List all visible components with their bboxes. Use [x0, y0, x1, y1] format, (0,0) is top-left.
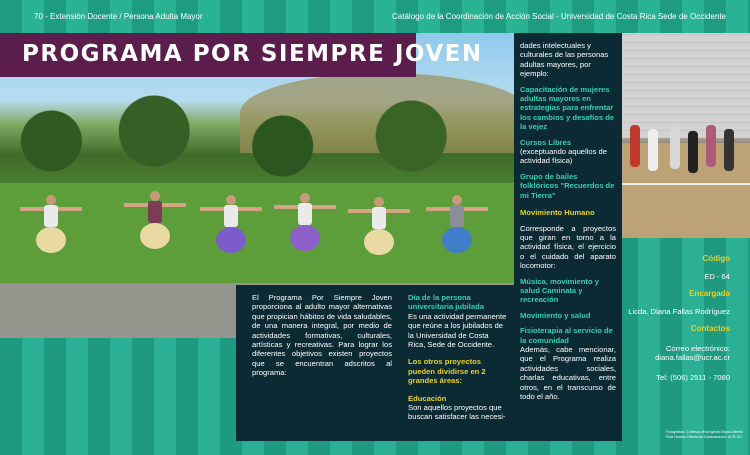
text-box-bottom [236, 285, 514, 441]
code-value: ED - 64 [704, 271, 730, 281]
person-figure [142, 191, 168, 251]
photo-credit: Fotografías: Cortesía del proyecto Bryan Alberto Ruiz Hornes Oficina de Comunicación UCR-SO [666, 430, 743, 439]
person-figure [218, 195, 244, 255]
page-title: PROGRAMA POR SIEMPRE JOVEN [22, 41, 483, 67]
intro-text: El Programa Por Siempre Joven proporciona al adulto mayor alternativas que propician hábitos de vida saludables, de una manera integral, por medio de actividades formativas, culturales, artísticas y recreativas. Para lograr los diferentes objetivos existen proyectos que se encuentran adscritos al programa: [252, 293, 392, 378]
email-label: Correo electrónico: [665, 343, 730, 353]
code-label: Código [702, 254, 730, 263]
page-header [0, 0, 750, 33]
person-figure [444, 195, 470, 255]
header-right: Catálogo de la Coordinación de Acción Social - Universidad de Costa Rica Sede de Occidente [392, 12, 726, 21]
mov-3: Fisioterapia al servicio de la comunidad [520, 326, 613, 345]
header-left: 70 - Extensión Docente / Persona Adulta Mayor [34, 12, 203, 21]
phone: Tel: (506) 2511 - 7080 [656, 372, 730, 382]
colc-intro: dades intelectuales y culturales de las personas adultas mayores, por ejemplo: [520, 41, 609, 79]
heading-areas: Los otros proyectos pueden dividirse en 2 grandes áreas: [408, 357, 486, 386]
title-banner [0, 33, 483, 77]
manager-label: Encargada [689, 289, 730, 298]
course-2: Cursos Libres [520, 137, 572, 147]
photo-gym-exercise [622, 33, 750, 238]
heading-movimiento: Movimiento Humano [520, 208, 595, 218]
email-link[interactable]: diana.fallas@ucr.ac.cr [655, 353, 730, 362]
manager-name: Licda. Diana Fallas Rodríguez [628, 306, 730, 316]
contact-panel [622, 238, 750, 455]
contacts-label: Contactos [690, 324, 730, 333]
heading-dia-jubilada: Día de la persona universitaria jubilada [408, 293, 484, 312]
text-column-left [252, 293, 392, 378]
course-2-note: (exceptuando aquellos de actividad física) [520, 147, 607, 166]
text-column-middle [408, 293, 508, 422]
mov-2: Movimiento y salud [520, 310, 591, 320]
person-figure [292, 193, 318, 253]
movimiento-text: Corresponde a proyectos que giran en torno a la actividad física, el ejercicio o el cuidado del aparato locomotor: [520, 223, 616, 271]
person-figure [38, 195, 64, 255]
person-figure [366, 197, 392, 257]
dia-jubilada-text: Es una actividad permanente que reúne a los jubilados de la Universidad de Costa Rica, Sede de Occidente. [408, 311, 507, 350]
mov-1: Música, movimiento y salud Caminata y recreación [520, 276, 599, 305]
heading-educacion: Educación [408, 393, 447, 403]
text-column-right [514, 33, 622, 441]
course-1: Capacitación de mujeres adultas mayores en estrategias para enfrentar los cambios y desafíos de la vejez [520, 84, 615, 132]
course-3: Grupo de bailes folklóricos "Recuerdos de mi Tierra" [520, 171, 615, 200]
closing-text: Además, cabe mencionar, que el Programa realiza actividades sociales, charlas educativas, entre otros, en el transcurso de todo el año. [520, 344, 616, 401]
educacion-text: Son aquellos proyectos que buscan satisfacer las necesi- [408, 403, 506, 422]
